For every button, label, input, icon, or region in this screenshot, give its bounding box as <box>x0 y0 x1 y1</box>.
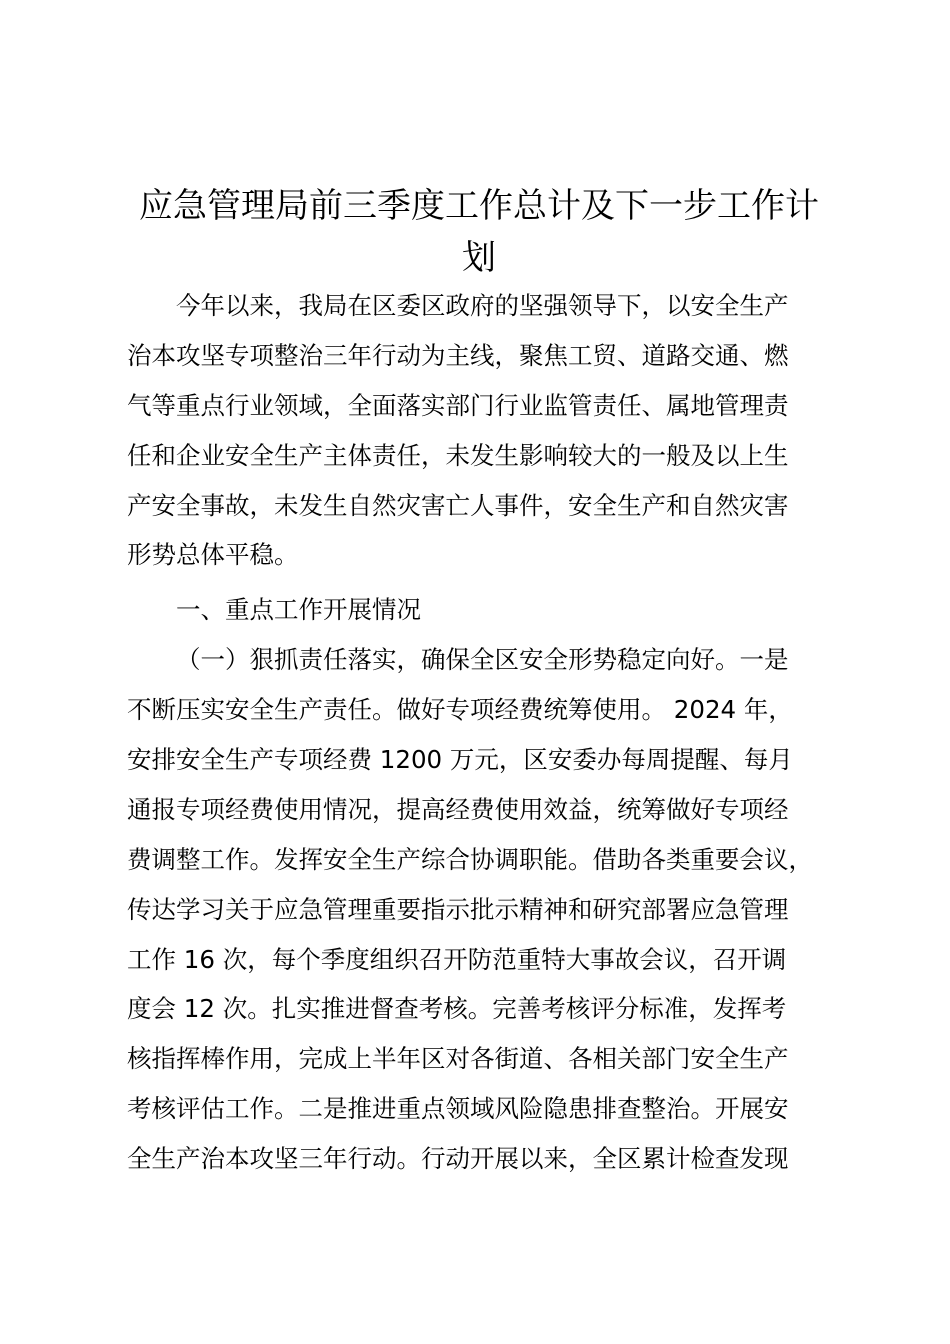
paragraph-2-line: 度会 12 次。扎实推进督查考核。完善考核评分标准，发挥考 <box>127 994 787 1024</box>
paragraph-1-line: 产安全事故，未发生自然灾害亡人事件，安全生产和自然灾害 <box>127 490 789 520</box>
paragraph-1-line: 任和企业安全生产主体责任，未发生影响较大的一般及以上生 <box>127 440 789 470</box>
document-body <box>127 281 837 1184</box>
paragraph-1-line: 气等重点行业领域，全面落实部门行业监管责任、属地管理责 <box>127 390 789 420</box>
paragraph-1-line: 今年以来，我局在区委区政府的坚强领导下，以安全生产 <box>176 291 789 320</box>
paragraph-2-line: 不断压实安全生产责任。做好专项经费统筹使用。 2024 年， <box>127 695 793 725</box>
paragraph-2-line: 费调整工作。发挥安全生产综合协调职能。借助各类重要会议， <box>127 844 813 874</box>
paragraph-1-line: 治本攻坚专项整治三年行动为主线，聚焦工贸、道路交通、燃 <box>127 340 789 370</box>
paragraph-2-line: 安排安全生产专项经费 1200 万元，区安委办每周提醒、每月 <box>127 745 793 775</box>
paragraph-2-line: 考核评估工作。二是推进重点领域风险隐患排查整治。开展安 <box>127 1094 789 1124</box>
section-heading: 一、重点工作开展情况 <box>176 595 421 625</box>
paragraph-2-line: 全生产治本攻坚三年行动。行动开展以来，全区累计检查发现 <box>127 1144 789 1174</box>
paragraph-1-line: 形势总体平稳。 <box>127 540 299 570</box>
paragraph-2-line: （一）狠抓责任落实，确保全区安全形势稳定向好。一是 <box>176 645 789 675</box>
title-line-1: 应急管理局前三季度工作总计及下一步工作计 <box>139 186 819 226</box>
paragraph-2-line: 通报专项经费使用情况，提高经费使用效益，统筹做好专项经 <box>127 794 789 824</box>
paragraph-2-line: 工作 16 次，每个季度组织召开防范重特大事故会议，召开调 <box>127 944 787 974</box>
paragraph-2-line: 核指挥棒作用，完成上半年区对各街道、各相关部门安全生产 <box>127 1044 789 1074</box>
document-title <box>118 180 840 284</box>
paragraph-2-line: 传达学习关于应急管理重要指示批示精神和研究部署应急管理 <box>127 894 789 924</box>
title-line-2: 划 <box>462 238 496 278</box>
